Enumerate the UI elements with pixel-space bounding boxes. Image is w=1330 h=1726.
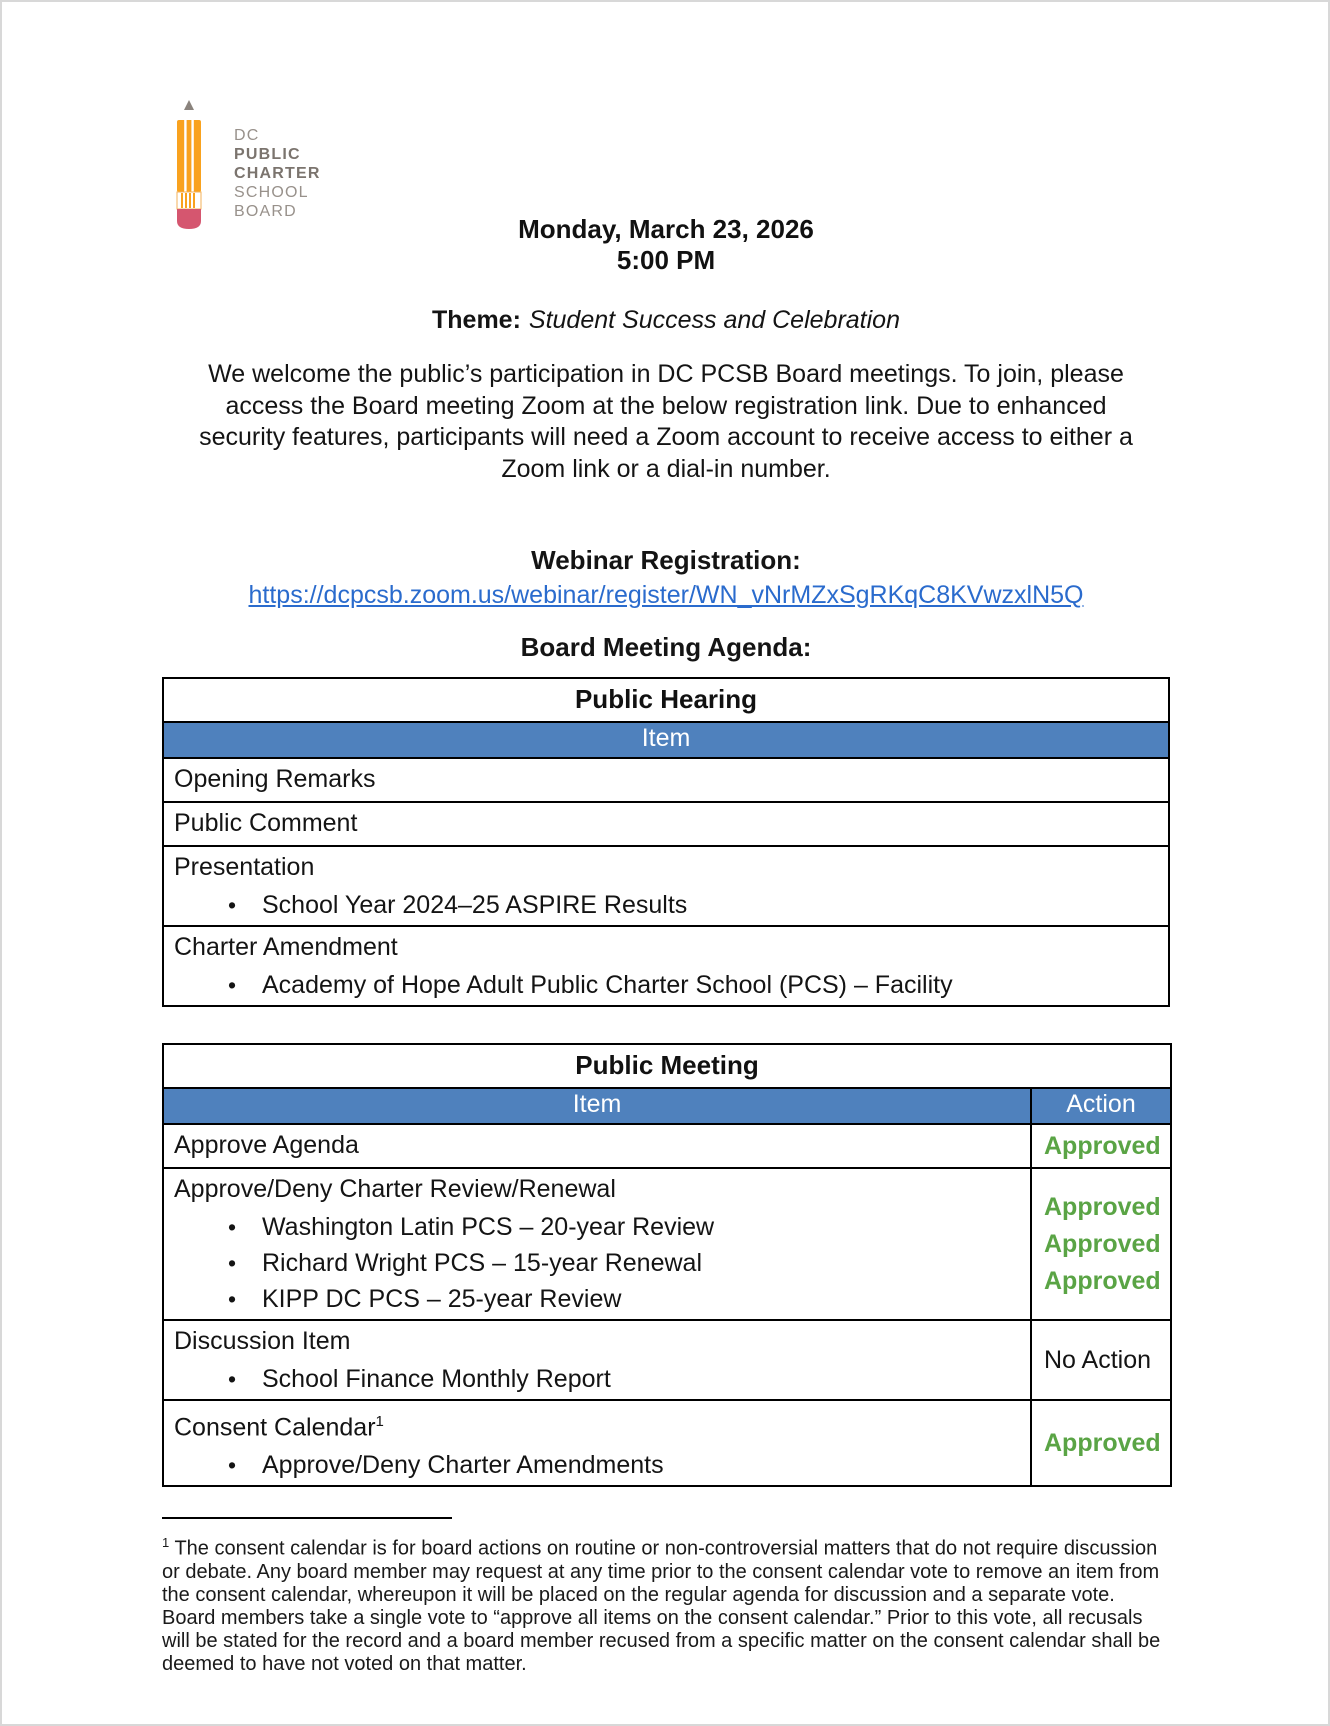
logo-line: SCHOOL (234, 184, 309, 201)
agenda-bullet-item: • School Year 2024–25 ASPIRE Results (228, 889, 1168, 925)
public-meeting-title: Public Meeting (163, 1044, 1171, 1088)
table-row (163, 758, 1169, 802)
agenda-bullet-item: • Academy of Hope Adult Public Charter School (PCS) – Facility (228, 969, 1168, 1005)
logo-line: DC (234, 127, 260, 144)
intro-line: security features, participants will need a Zoom account to receive access to either a (199, 423, 1133, 451)
action-cell (1031, 1400, 1171, 1486)
status-approved: Approved (1044, 1131, 1161, 1160)
logo-line: PUBLIC (234, 146, 301, 163)
status-approved: Approved (1044, 1428, 1161, 1457)
table-row (163, 1400, 1171, 1486)
agenda-bullet-item: • KIPP DC PCS – 25-year Review (228, 1283, 1030, 1319)
action-cell (1031, 1320, 1171, 1400)
table-row (163, 1168, 1171, 1320)
agenda-bullet-item: • School Finance Monthly Report (228, 1363, 1030, 1399)
webinar-registration-heading: Webinar Registration: (531, 545, 801, 575)
theme-label: Theme: (432, 306, 521, 334)
agenda-item-cell (163, 802, 1169, 846)
item-column-header: Item (163, 1088, 1031, 1124)
theme-line (162, 306, 1170, 335)
intro-line: Zoom link or a dial-in number. (501, 454, 831, 483)
action-cell (1031, 1168, 1171, 1320)
intro-paragraph (186, 359, 1146, 485)
logo-wordmark (234, 126, 321, 221)
agenda-item-cell (163, 1168, 1031, 1320)
status-no-action: No Action (1044, 1345, 1152, 1374)
status-approved: Approved (1044, 1229, 1161, 1258)
agenda-item-text: Public Comment (174, 809, 358, 837)
public-meeting-table (162, 1043, 1172, 1487)
table-row (163, 1320, 1171, 1400)
intro-line: access the Board meeting Zoom at the below registration link. Due to enhanced (225, 391, 1107, 420)
footnote-text (162, 1531, 1170, 1676)
footnote-body: The consent calendar is for board actions on routine or non-controversial matters that do not require discussion or debate. Any board member may request at any time prior to the consent calendar vote to remove an item from the consent calendar, whereupon it will be placed on the regular agenda for discussion and a separate vote. Board members take a single vote to “approve all items on the consent calendar.” Prior to this vote, all recusals will be stated for the record and a board member recused from a specific matter on the consent calendar shall be deemed to have not voted on that matter. (162, 1537, 1161, 1675)
action-column-header: Action (1031, 1088, 1171, 1124)
agenda-item-cell (163, 1124, 1031, 1168)
footnote-separator (162, 1517, 452, 1519)
logo-line: BOARD (234, 203, 297, 220)
agenda-item-text: Consent Calendar$^1$ (174, 1413, 384, 1442)
table-row (163, 926, 1169, 1006)
pencil-icon (160, 98, 218, 232)
agenda-item-cell (163, 846, 1169, 926)
logo-line: CHARTER (234, 165, 321, 182)
meeting-date: Monday, March 23, 2026 (518, 214, 814, 244)
intro-line: We welcome the public’s participation in DC PCSB Board meetings. To join, please (208, 360, 1124, 388)
table-row (163, 802, 1169, 846)
footnote-marker: 1 (162, 1535, 170, 1551)
agenda-item-text: Approve/Deny Charter Review/Renewal (174, 1175, 616, 1203)
agenda-item-text: Approve Agenda (174, 1131, 359, 1159)
agenda-item-text: Charter Amendment (174, 933, 398, 961)
agenda-bullet-item: • Approve/Deny Charter Amendments (228, 1449, 1030, 1485)
table-header-row (163, 722, 1169, 758)
status-approved: Approved (1044, 1192, 1161, 1221)
action-cell (1031, 1124, 1171, 1168)
board-meeting-agenda-heading: Board Meeting Agenda: (520, 632, 812, 662)
agenda-item-cell (163, 926, 1169, 1006)
table-row (163, 1124, 1171, 1168)
meeting-time: 5:00 PM (616, 245, 716, 275)
agenda-bullet-item: • Washington Latin PCS – 20-year Review (228, 1211, 1030, 1247)
table-title-row (163, 1044, 1171, 1088)
public-hearing-title: Public Hearing (163, 678, 1169, 722)
agenda-item-text: Discussion Item (174, 1327, 351, 1355)
table-row (163, 846, 1169, 926)
theme-value: Student Success and Celebration (528, 306, 900, 334)
status-approved: Approved (1044, 1266, 1161, 1295)
dcpcsb-logo (160, 98, 321, 232)
agenda-item-cell (163, 1320, 1031, 1400)
footnote-reference: 1 (375, 1413, 384, 1430)
webinar-link-row (162, 581, 1170, 610)
item-column-header: Item (163, 722, 1169, 758)
table-header-row (163, 1088, 1171, 1124)
agenda-bullet-item: • Richard Wright PCS – 15-year Renewal (228, 1247, 1030, 1283)
agenda-item-text: Presentation (174, 853, 315, 881)
agenda-item-cell (163, 758, 1169, 802)
agenda-item-cell (163, 1400, 1031, 1486)
table-title-row (163, 678, 1169, 722)
public-hearing-table (162, 677, 1170, 1007)
webinar-registration-link[interactable]: https://dcpcsb.zoom.us/webinar/register/WN_vNrMZxSgRKqC8KVwzxlN5Q (248, 581, 1084, 609)
agenda-item-text: Opening Remarks (174, 765, 376, 793)
